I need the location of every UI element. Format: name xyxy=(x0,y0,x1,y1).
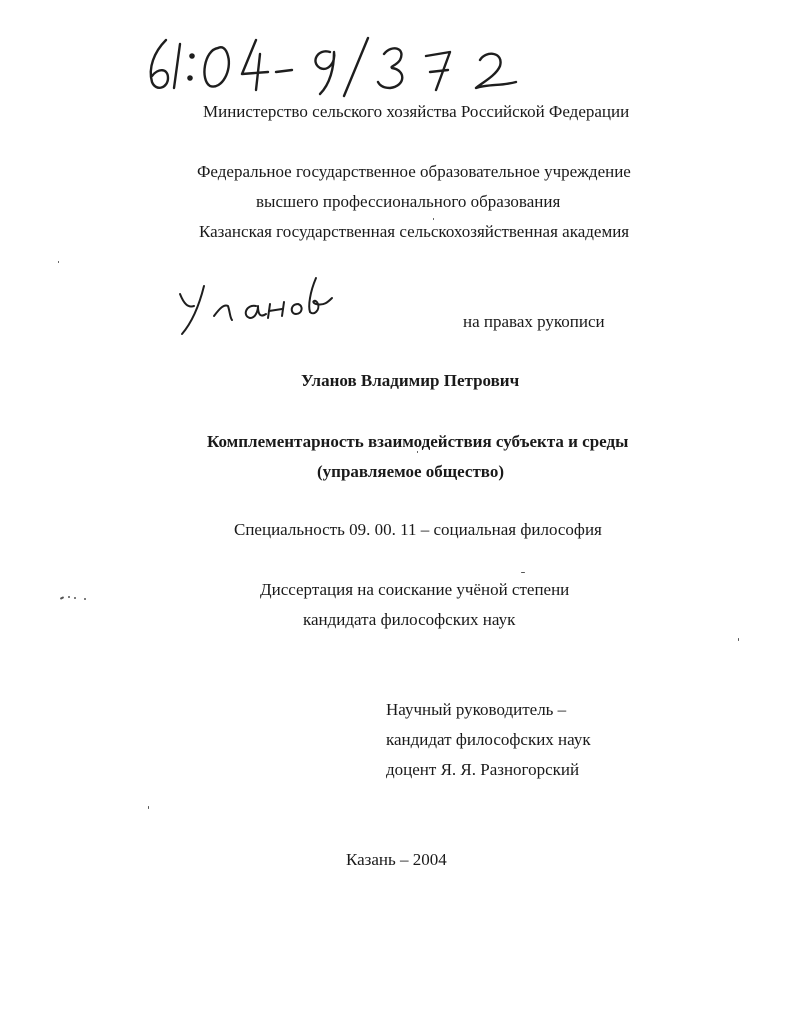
author-name: Уланов Владимир Петрович xyxy=(301,371,520,390)
scan-speck xyxy=(148,806,149,809)
handwritten-archive-number xyxy=(140,30,540,100)
scan-speck xyxy=(433,218,434,220)
supervisor-line-3: доцент Я. Я. Разногорский xyxy=(386,760,580,779)
scan-speck xyxy=(74,597,76,599)
city-year: Казань – 2004 xyxy=(346,850,447,869)
institution-line-3: Казанская государственная сельскохозяйственная академия xyxy=(199,222,630,241)
institution-line-1: Федеральное государственное образовательное учреждение xyxy=(197,162,631,181)
thesis-title-line-1: Комплементарность взаимодействия субъекта и среды xyxy=(207,432,629,451)
degree-line-2: кандидата философских наук xyxy=(303,610,516,629)
scan-speck xyxy=(68,596,70,598)
scan-speck xyxy=(417,451,418,453)
manuscript-rights: на правах рукописи xyxy=(463,312,605,331)
scan-speck xyxy=(58,261,59,263)
specialty-line: Специальность 09. 00. 11 – социальная философия xyxy=(234,520,602,539)
ministry-line: Министерство сельского хозяйства Российской Федерации xyxy=(203,102,630,121)
supervisor-line-2: кандидат философских наук xyxy=(386,730,591,749)
scan-speck xyxy=(521,572,525,573)
degree-line-1: Диссертация на соискание учёной степени xyxy=(260,580,570,599)
author-signature xyxy=(170,268,340,340)
supervisor-line-1: Научный руководитель – xyxy=(386,700,567,719)
scan-speck xyxy=(60,596,64,600)
institution-line-2: высшего профессионального образования xyxy=(256,192,561,211)
thesis-title-line-2: (управляемое общество) xyxy=(317,462,505,481)
scan-speck xyxy=(738,638,739,641)
scan-speck xyxy=(84,598,86,600)
